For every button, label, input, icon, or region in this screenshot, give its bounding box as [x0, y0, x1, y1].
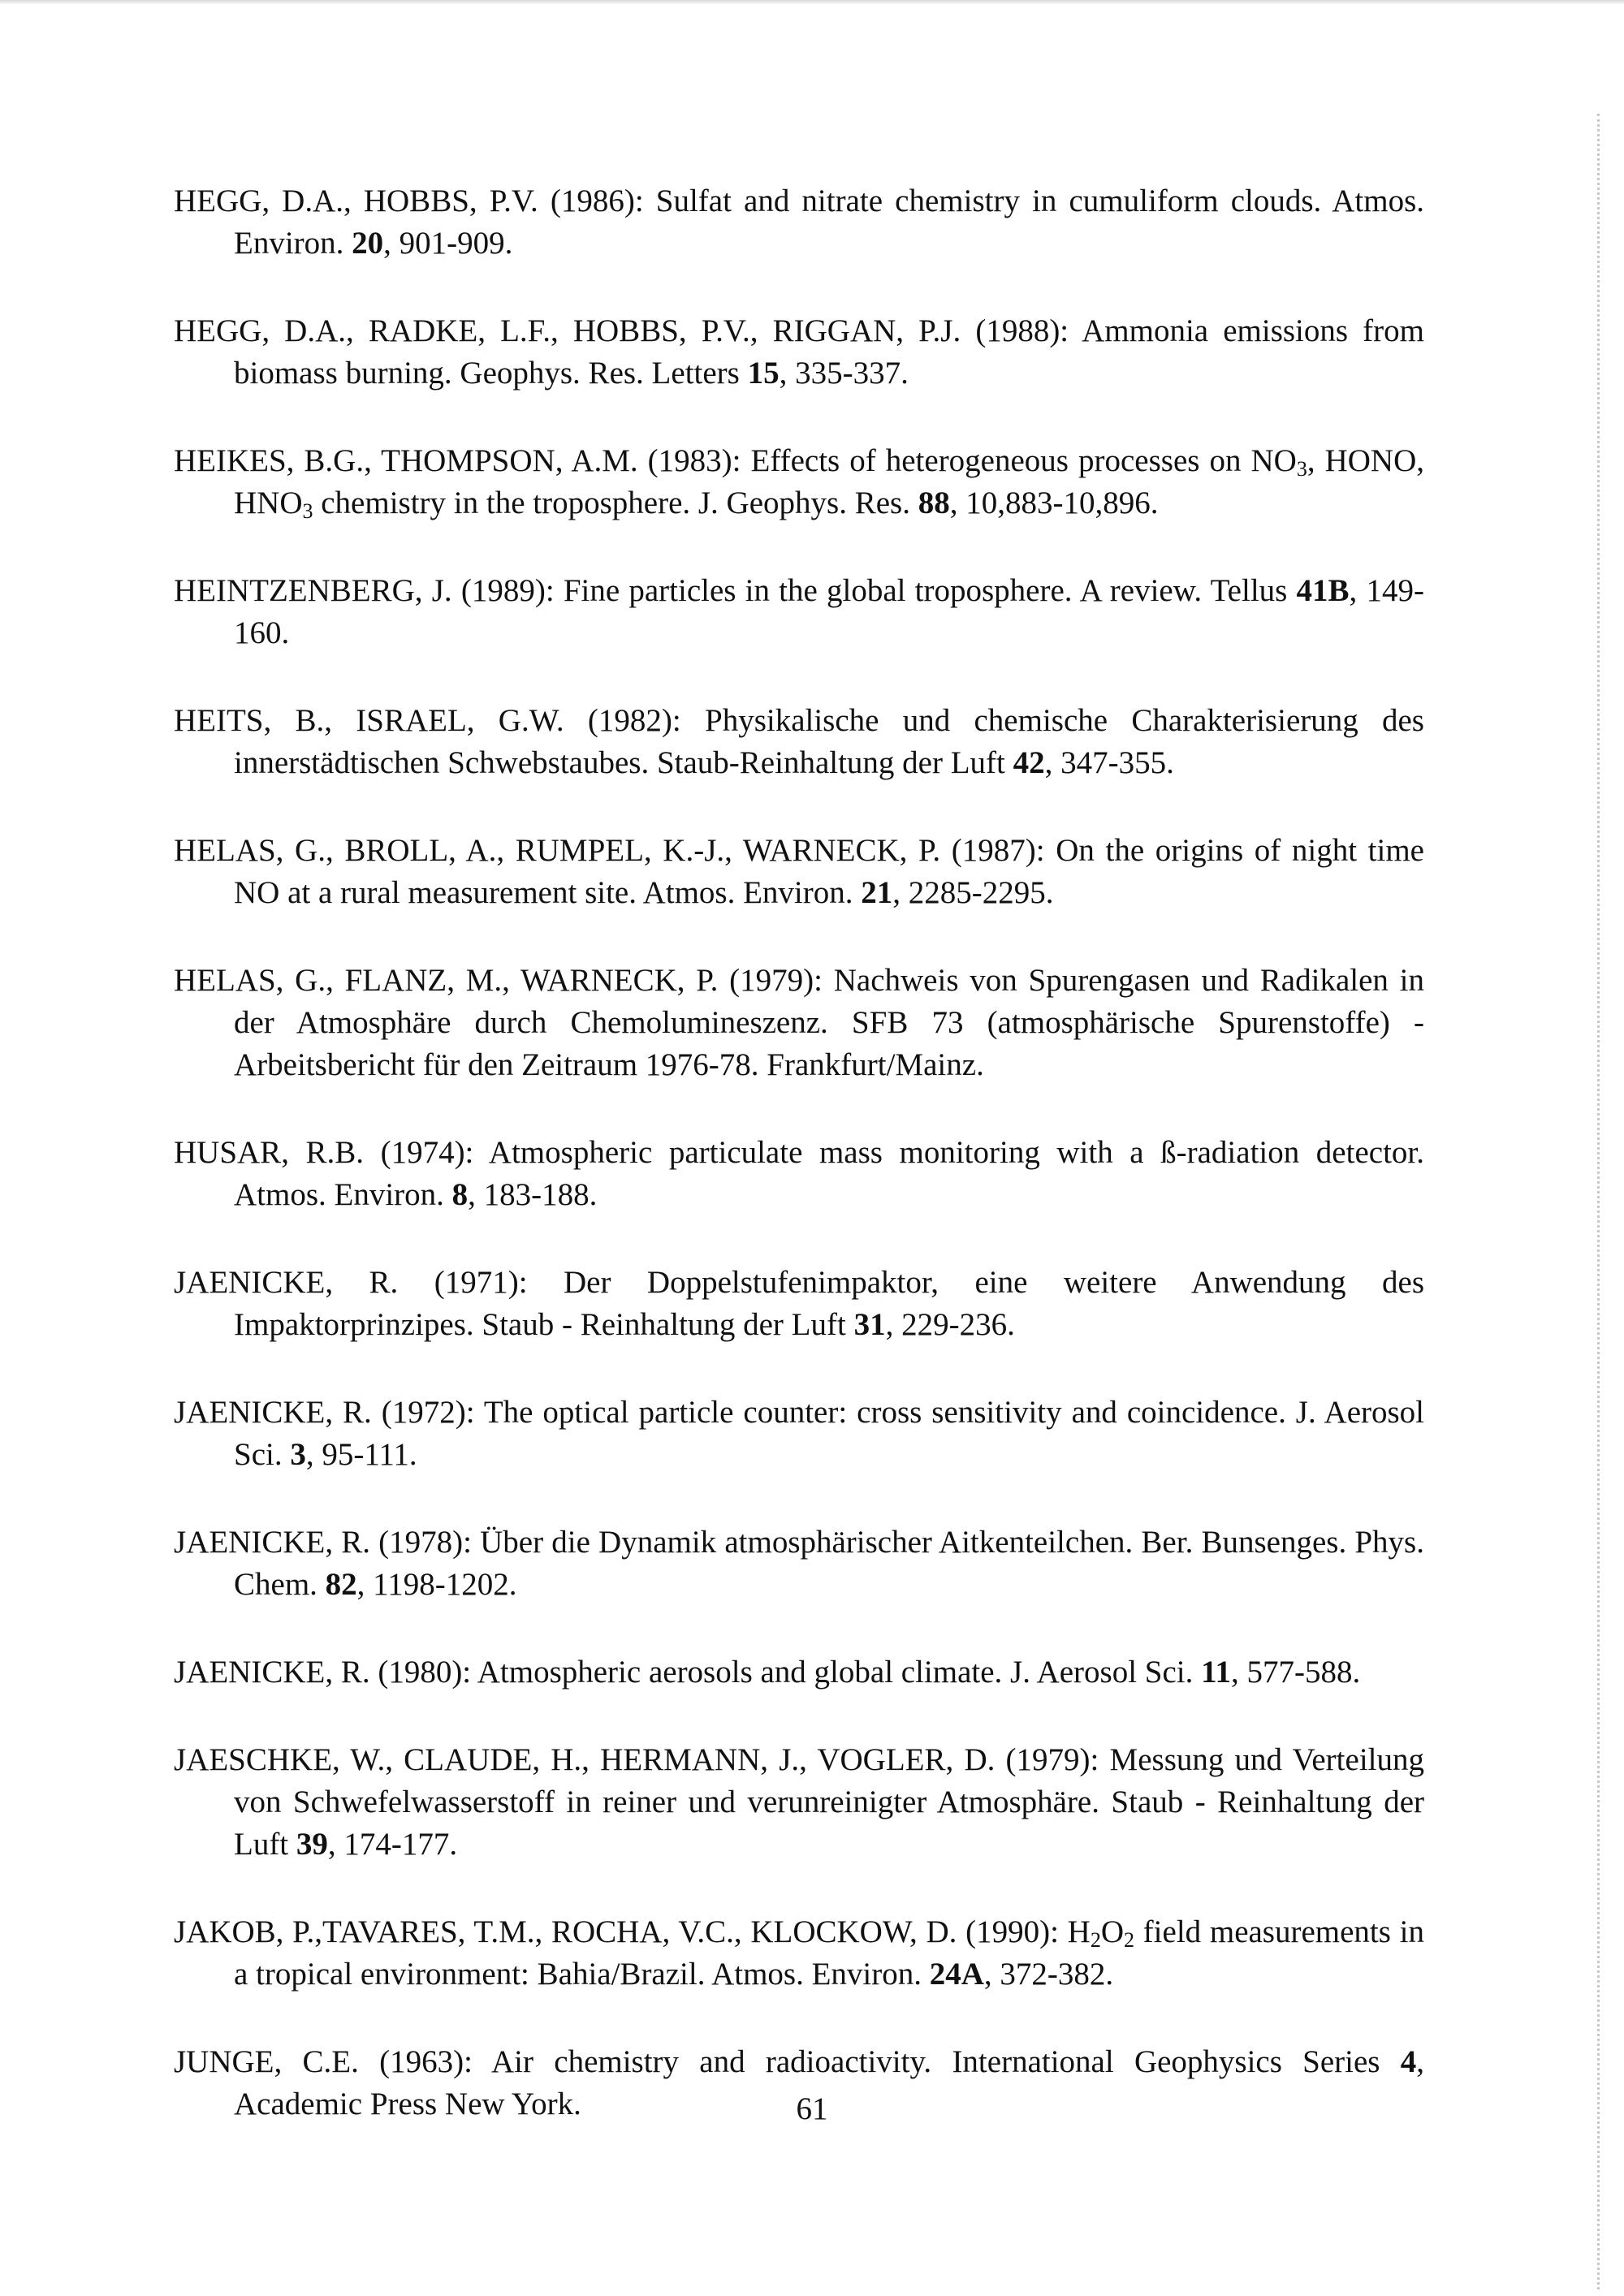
reference-pages: , 10,883-10,896. — [949, 486, 1159, 520]
reference-jakob-1990 — [174, 1911, 1424, 1996]
page-number: 61 — [796, 2091, 828, 2126]
reference-pages: , 183-188. — [468, 1177, 598, 1212]
reference-pages: , 174-177. — [327, 1827, 458, 1862]
subscript: 2 — [1090, 1928, 1101, 1952]
reference-jaeschke-1979 — [174, 1739, 1424, 1866]
reference-text: JAENICKE, R. (1971): Der Doppelstufenimpaktor, eine weitere Anwendung des Impaktorprinzipes. Staub - Reinhaltung der Luft — [174, 1265, 1424, 1342]
reference-pages: , 577-588. — [1231, 1655, 1361, 1690]
reference-volume: 20 — [352, 226, 384, 261]
reference-pages: , 372-382. — [983, 1957, 1114, 1992]
reference-pages: , 229-236. — [885, 1307, 1015, 1342]
reference-text: HUSAR, R.B. (1974): Atmospheric particulate mass monitoring with a ß-radiation detector. Atmos. Environ. — [174, 1135, 1424, 1212]
reference-text: JAENICKE, R. (1972): The optical particle counter: cross sensitivity and coincidence. J. Aerosol Sci. — [174, 1395, 1424, 1472]
reference-volume: 39 — [296, 1827, 328, 1862]
reference-text: chemistry in the troposphere. J. Geophys. Res. — [313, 486, 918, 520]
reference-volume: 15 — [747, 356, 780, 391]
reference-text: field measurements in a tropical environment: Bahia/Brazil. Atmos. Environ. — [234, 1914, 1424, 1992]
reference-text: HEGG, D.A., RADKE, L.F., HOBBS, P.V., RIGGAN, P.J. (1988): Ammonia emissions from biomass burning. Geophys. Res. Letters — [174, 313, 1424, 391]
reference-volume: 31 — [853, 1307, 886, 1342]
reference-text: HEINTZENBERG, J. (1989): Fine particles in the global troposphere. A review. Tellus — [174, 573, 1297, 608]
reference-text: HELAS, G., BROLL, A., RUMPEL, K.-J., WARNECK, P. (1987): On the origins of night time NO at a rural measurement site. Atmos. Environ. — [174, 833, 1424, 910]
reference-pages: , 149-160. — [234, 573, 1424, 650]
reference-text: HEITS, B., ISRAEL, G.W. (1982): Physikalische und chemische Charakterisierung des innerstädtischen Schwebstaubes. Staub-Reinhaltung der Luft — [174, 703, 1424, 780]
reference-text: , HONO, HNO — [234, 443, 1424, 520]
reference-volume: 8 — [451, 1177, 469, 1212]
reference-text: JUNGE, C.E. (1963): Air chemistry and radioactivity. International Geophysics Series — [174, 2044, 1401, 2079]
reference-pages: , Academic Press New York. — [234, 2044, 1424, 2121]
reference-volume: 42 — [1013, 745, 1045, 780]
reference-volume: 88 — [918, 486, 950, 520]
reference-text: HELAS, G., FLANZ, M., WARNECK, P. (1979): Nachweis von Spurengasen und Radikalen in der Atmosphäre durch Chemolumineszenz. SFB 73 (atmosphärische Spurenstoffe) - Arbeitsbericht für den Zeitraum 1976-78. Frankfurt/Mainz. — [174, 963, 1424, 1082]
reference-volume: 4 — [1400, 2044, 1417, 2079]
reference-text: HEIKES, B.G., THOMPSON, A.M. (1983): Effects of heterogeneous processes on NO — [174, 443, 1297, 478]
reference-pages: , 335-337. — [779, 356, 909, 391]
reference-pages: , 901-909. — [383, 226, 513, 261]
reference-hegg-1988 — [174, 310, 1424, 395]
reference-pages: , 2285-2295. — [892, 875, 1054, 910]
reference-text: JAKOB, P.,TAVARES, T.M., ROCHA, V.C., KLOCKOW, D. (1990): H — [174, 1914, 1091, 1949]
reference-jaenicke-1978 — [174, 1521, 1424, 1606]
reference-heintzenberg-1989 — [174, 570, 1424, 654]
reference-pages: , 1198-1202. — [356, 1567, 517, 1602]
reference-heikes-1983 — [174, 440, 1424, 524]
reference-jaenicke-1971 — [174, 1262, 1424, 1346]
reference-volume: 21 — [861, 875, 893, 910]
reference-text: O — [1100, 1914, 1124, 1949]
reference-heits-1982 — [174, 700, 1424, 784]
scan-edge-right — [1595, 114, 1600, 2290]
reference-husar-1974 — [174, 1132, 1424, 1216]
reference-volume: 3 — [290, 1437, 306, 1472]
reference-helas-1987 — [174, 830, 1424, 914]
reference-volume: 82 — [325, 1567, 357, 1602]
reference-text: HEGG, D.A., HOBBS, P.V. (1986): Sulfat and nitrate chemistry in cumuliform clouds. Atmos. Environ. — [174, 183, 1424, 261]
reference-text: JAESCHKE, W., CLAUDE, H., HERMANN, J., VOGLER, D. (1979): Messung und Verteilung von Schwefelwasserstoff in reiner und verunreinigter Atmosphäre. Staub - Reinhaltung der Luft — [174, 1742, 1424, 1862]
reference-volume: 41B — [1296, 573, 1350, 608]
reference-list — [174, 180, 1424, 2171]
subscript: 3 — [1296, 457, 1307, 481]
reference-volume: 24A — [929, 1957, 984, 1992]
reference-text: JAENICKE, R. (1978): Über die Dynamik atmosphärischer Aitkenteilchen. Ber. Bunsenges. Phys. Chem. — [174, 1525, 1424, 1602]
reference-pages: , 347-355. — [1044, 745, 1174, 780]
subscript: 2 — [1123, 1928, 1134, 1952]
subscript: 3 — [302, 499, 313, 523]
reference-helas-1979 — [174, 960, 1424, 1086]
reference-jaenicke-1980 — [174, 1651, 1424, 1694]
reference-jaenicke-1972 — [174, 1392, 1424, 1476]
reference-pages: , 95-111. — [305, 1437, 417, 1472]
reference-text: JAENICKE, R. (1980): Atmospheric aerosols and global climate. J. Aerosol Sci. — [174, 1655, 1202, 1690]
reference-volume: 11 — [1201, 1655, 1231, 1690]
scan-edge-top — [0, 0, 1624, 5]
reference-hegg-1986 — [174, 180, 1424, 265]
